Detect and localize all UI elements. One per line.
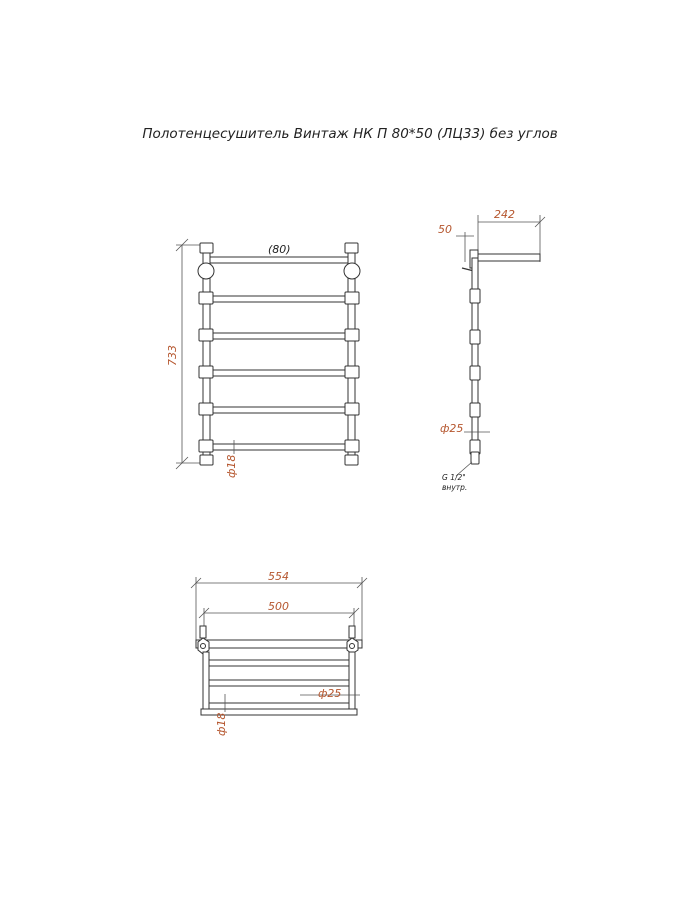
depth-dimension-label: 242 [494,208,515,221]
drawing-title: Полотенцесушитель Винтаж НК П 80*50 (ЛЦ33) без углов [142,126,558,142]
top-frame [196,640,362,648]
top-view-rung [209,660,349,666]
overall-width-label: 554 [268,570,289,583]
height-dimension-label: 733 [166,345,179,366]
right-wall-mount [344,263,360,279]
spacing-label: (80) [268,243,291,256]
top-tube-diameter-label: ф18 [215,712,228,736]
rung [210,444,348,450]
thread-note: внутр. [442,483,468,492]
top-view-rung [209,680,349,686]
rung [210,333,348,339]
top-diameter-label: ф25 [318,687,342,700]
rung [210,257,348,263]
offset-dimension-label: 50 [438,223,452,236]
side-diameter-label: ф25 [440,422,464,435]
rung [210,296,348,302]
front-tube-diameter-label: ф18 [225,454,238,478]
top-view [191,570,367,736]
side-view [438,208,545,492]
left-post [203,247,210,464]
rung [210,370,348,376]
front-view [166,239,360,478]
top-view-rung [209,703,349,709]
right-post [348,247,355,464]
left-wall-mount [198,263,214,279]
rung [210,407,348,413]
thread-label: G 1/2" [442,473,466,482]
front-rungs [210,257,348,450]
axis-width-label: 500 [268,600,289,613]
side-top-arm [478,254,540,261]
